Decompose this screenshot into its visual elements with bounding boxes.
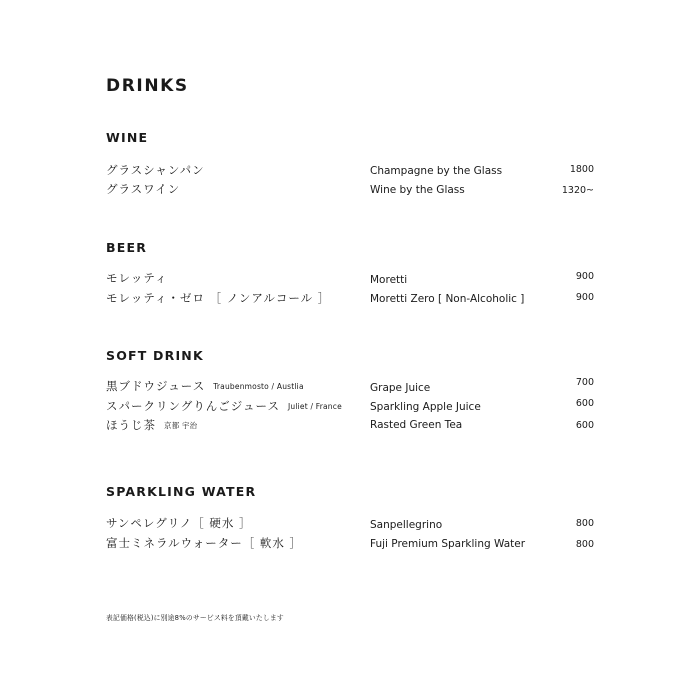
item-name-en: Fuji Premium Sparkling Water <box>370 538 526 550</box>
item-name-ja: モレッティ・ゼロ ［ ノンアルコール ］ <box>106 291 331 305</box>
item-name-en: Wine by the Glass <box>370 184 465 196</box>
section-title: BEER <box>106 240 148 255</box>
item-name-en: Champagne by the Glass <box>370 165 503 177</box>
section-title: WINE <box>106 130 149 145</box>
item-name-en: Moretti <box>370 274 408 286</box>
item-price: 800 <box>575 539 594 550</box>
item-name-en: Sanpellegrino <box>370 519 443 531</box>
item-price: 900 <box>575 292 594 303</box>
item-name-ja: 富士ミネラルウォーター［ 軟水 ］ <box>106 536 303 550</box>
menu-item <box>106 417 596 435</box>
page-title: DRINKS <box>106 76 189 96</box>
menu-item <box>106 270 596 288</box>
item-note: Juliet / France <box>287 402 342 411</box>
section-title: SPARKLING WATER <box>106 484 257 499</box>
item-name-en: Grape Juice <box>370 382 431 394</box>
item-name-ja: ほうじ茶 京都 宇治 <box>106 418 198 432</box>
item-name-ja: 黒ブドウジュース Traubenmosto / Austlia <box>106 379 304 393</box>
item-price: 600 <box>575 398 594 409</box>
menu-item <box>106 535 596 553</box>
menu-item <box>106 378 596 396</box>
item-name-ja: サンペレグリノ［ 硬水 ］ <box>106 516 252 530</box>
item-price: 1800 <box>569 164 594 175</box>
item-name-en: Sparkling Apple Juice <box>370 401 481 413</box>
item-price: 700 <box>575 377 594 388</box>
item-name-ja: グラスシャンパン <box>106 163 205 177</box>
item-price: 800 <box>575 518 594 529</box>
section-title: SOFT DRINK <box>106 348 204 363</box>
item-note: 京都 宇治 <box>164 421 198 430</box>
item-name-ja: グラスワイン <box>106 182 181 196</box>
item-name-ja: スパークリングりんごジュース Juliet / France <box>106 399 342 413</box>
item-note: Traubenmosto / Austlia <box>213 382 304 391</box>
item-price: 600 <box>575 420 594 431</box>
menu-item <box>106 515 596 533</box>
item-name-ja: モレッティ <box>106 271 168 285</box>
menu-item <box>106 398 596 416</box>
item-name-en: Moretti Zero [ Non-Alcoholic ] <box>370 293 525 305</box>
item-price: 900 <box>575 271 594 282</box>
menu-item <box>106 181 596 199</box>
menu-item <box>106 290 596 308</box>
menu-item <box>106 162 596 180</box>
item-price: 1320~ <box>561 185 594 196</box>
item-name-en: Rasted Green Tea <box>370 419 463 431</box>
service-charge-note: 表記価格(税込)に別途8%のサービス料を頂戴いたします <box>106 614 284 622</box>
